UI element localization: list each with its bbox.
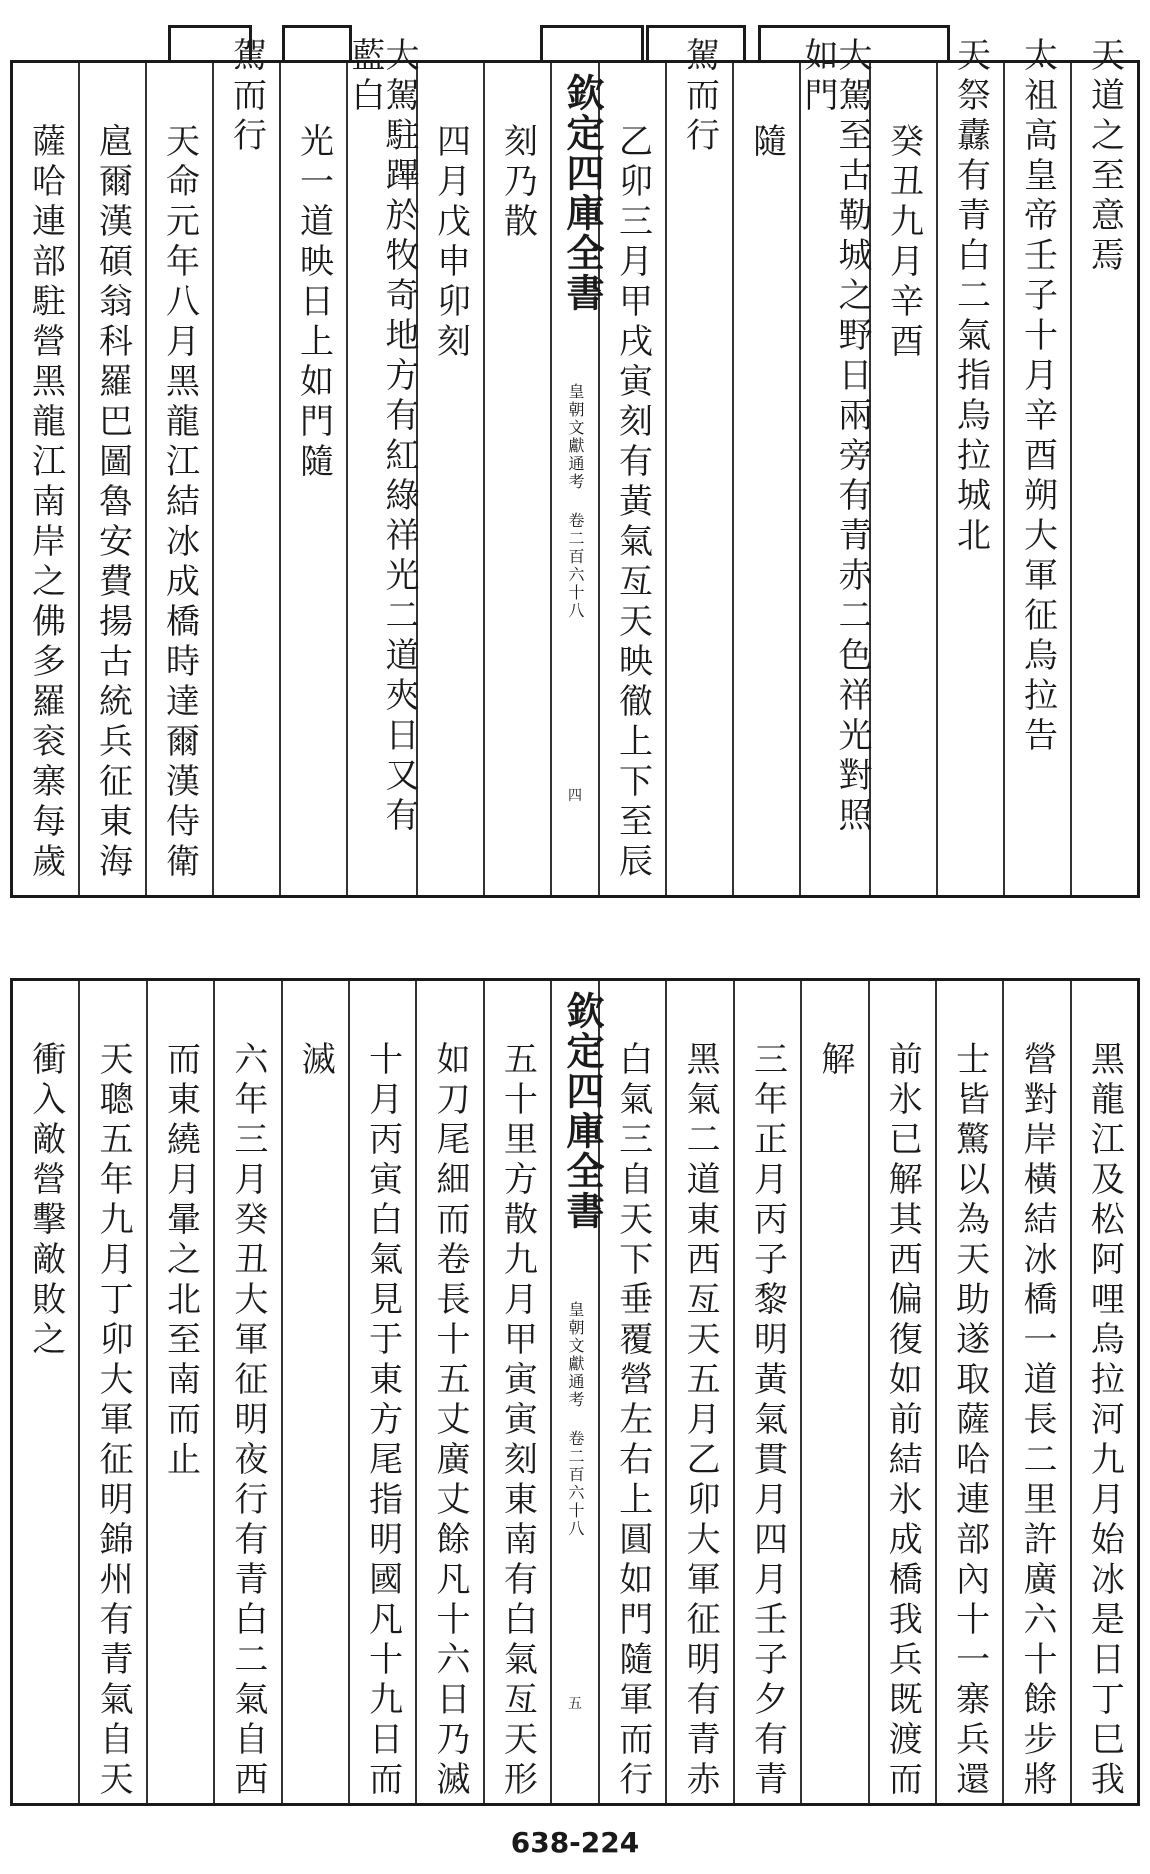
text-column: 滅 [281,981,348,1803]
text-column: 乙卯三月甲戌寅刻有黃氣亙天映徹上下至辰 [598,63,665,895]
text-column: 天聰五年九月丁卯大軍征明錦州有青氣自天 [78,981,145,1803]
center-fold [550,63,605,895]
text-column: 四月戊申卯刻 [416,63,483,895]
page-footer: 638-224 [510,1826,640,1859]
text-column: 天祭纛有青白二氣指烏拉城北 [936,63,1003,895]
text-column: 光一道映日上如門隨 [279,63,346,895]
text-column: 六年三月癸丑大軍征明夜行有青白二氣自西 [213,981,280,1803]
book-title: 欽定四庫全書 [560,73,605,313]
text-column: 駕而行 [665,63,732,895]
raised-tab [540,25,644,65]
text-column: 癸丑九月辛酉 [869,63,936,895]
text-column: 天命元年八月黑龍江結冰成橋時達爾漢侍衛 [145,63,212,895]
volume-label: 皇朝文獻通考 卷二百六十八 [566,383,585,620]
text-column: 前氷已解其西偏復如前結氷成橋我兵既渡而 [868,981,935,1803]
text-column: 薩哈連部駐營黑龍江南岸之佛多羅衮寨每歲 [25,123,66,883]
text-column: 如刀尾細而卷長十五丈廣丈餘凡十六日乃滅 [415,981,482,1803]
text-column: 黑龍江及松阿哩烏拉河九月始冰是日丁巳我 [1070,981,1137,1803]
text-column: 解 [800,981,867,1803]
book-title: 欽定四庫全書 [560,991,605,1231]
text-column: 白氣三自天下垂覆營左右上圓如門隨軍而行 [598,981,665,1803]
text-column: 士皆驚以為天助遂取薩哈連部內十一寨兵還 [935,981,1002,1803]
text-column: 營對岸橫結冰橋一道長二里許廣六十餘步將 [1002,981,1069,1803]
raised-tab [282,25,352,65]
text-column: 衝入敵營擊敵敗之 [25,1041,66,1361]
text-column: 而東繞月暈之北至南而止 [146,981,213,1803]
bottom-page [10,978,1140,1806]
text-column: 太祖高皇帝壬子十月辛酉朔大軍征烏拉告 [1003,63,1070,895]
text-column: 天道之至意焉 [1070,63,1137,895]
text-column: 五十里方散九月甲寅寅刻東南有白氣亙天形 [483,981,550,1803]
page-number: 四 [568,788,582,804]
text-column: 黑氣二道東西亙天五月乙卯大軍征明有青赤 [665,981,732,1803]
top-page [10,37,1140,898]
text-column: 扈爾漢碩翁科羅巴圖魯安費揚古統兵征東海 [78,63,145,895]
text-column: 十月丙寅白氣見于東方尾指明國凡十九日而 [348,981,415,1803]
text-column: 刻乃散 [483,63,550,895]
text-column: 三年正月丙子黎明黃氣貫月四月壬子夕有青 [733,981,800,1803]
page-number: 五 [568,1696,582,1712]
volume-label: 皇朝文獻通考 卷二百六十八 [566,1301,585,1538]
center-fold [550,981,605,1803]
text-column: 駕而行 [212,63,279,895]
text-column: 大駕至古勒城之野日兩旁有青赤二色祥光對照如門 [799,63,869,895]
text-column: 大駕駐蹕於牧奇地方有紅綠祥光二道夾日又有藍白 [346,63,416,895]
text-column: 隨 [732,63,799,895]
